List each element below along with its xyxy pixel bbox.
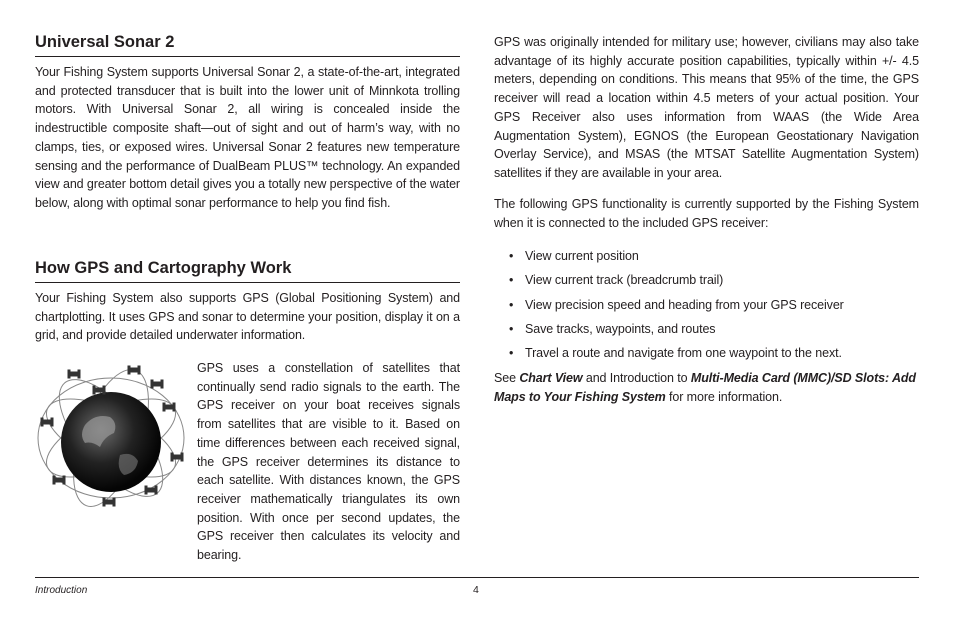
heading-rule (35, 282, 460, 283)
footer-rule (35, 577, 919, 578)
list-item-text: View current position (525, 249, 639, 263)
list-item (509, 344, 919, 368)
see-also-middle: and Introduction to (582, 371, 691, 385)
bullet-icon: • (509, 249, 514, 263)
list-item (509, 247, 919, 271)
bullet-icon: • (509, 321, 514, 336)
list-item-text: View precision speed and heading from your GPS receiver (525, 297, 844, 312)
heading-rule (35, 56, 460, 57)
bullet-icon: • (509, 346, 514, 361)
heading-gps-cartography: How GPS and Cartography Work (35, 259, 292, 277)
paragraph-gps-satellites: GPS uses a constellation of satellites that continually send radio signals to the earth. The GPS receiver on your boat receives signals from satellites that are visible to it. Based on time differences between each received signal, the GPS receiver determines its distance to each satellite. With distances known, the GPS receiver mathematically triangulates its own position. With once per second updates, the GPS receiver then calculates its velocity and bearing. (197, 361, 460, 563)
list-item (509, 296, 919, 320)
gps-satellite-globe-icon (35, 360, 187, 515)
paragraph-sonar: Your Fishing System supports Universal Sonar 2, a state-of-the-art, integrated and protected transducer that is built into the lower unit of Minnkota trolling motors. With Universal Sonar 2, all wiring is concealed inside the indestructible composite shaft—out of sight and out of harm’s way, with no clamps, ties, or exposed wires. Universal Sonar 2 features new temperature sensing and the performance of DualBeam PLUS™ technology. An expanded view and greater bottom detail gives you a totally new perspective of the water below, along with optimal sonar performance to help you find fish. (35, 65, 460, 210)
footer-section-name: Introduction (35, 585, 88, 596)
list-item-text: Save tracks, waypoints, and routes (525, 321, 716, 336)
paragraph-gps-military: GPS was originally intended for military use; however, civilians may also take advantage of its highly accurate position capabilities, typically within +/- 4.5 meters, depending on conditions. This means that 95% of the time, the GPS receiver will read a location within 4.5 meters of your actual position. Your GPS Receiver also uses information from WAAS (the Wide Area Augmentation System), EGNOS (the European Geostationary Navigation Overlay Service), and MSAS (the MTSAT Satellite Augmentation System) satellites if they are available in your area. (494, 35, 919, 180)
bullet-icon: • (509, 273, 514, 288)
paragraph-see-also (494, 369, 919, 406)
list-item-text: View current track (breadcrumb trail) (525, 273, 724, 288)
chart-view-link[interactable]: Chart View (519, 371, 583, 385)
page-number: 4 (473, 584, 479, 596)
see-also-prefix: See (494, 371, 520, 385)
heading-universal-sonar: Universal Sonar 2 (35, 33, 175, 51)
mmc-sd-slots-link[interactable]: Multi-Media Card (MMC)/SD Slots: Add Maps to Your Fishing System (494, 371, 916, 404)
paragraph-gps-functionality: The following GPS functionality is currently supported by the Fishing System when it is connected to the included GPS receiver: (494, 197, 919, 230)
list-item (509, 320, 919, 344)
gps-feature-list (509, 247, 919, 368)
list-item-text: Travel a route and navigate from one waypoint to the next. (525, 346, 842, 361)
bullet-icon: • (509, 297, 514, 312)
see-also-suffix: for more information. (665, 389, 783, 404)
list-item (509, 271, 919, 295)
paragraph-gps-intro: Your Fishing System also supports GPS (Global Positioning System) and chartplotting. It uses GPS and sonar to determine your position, display it on a grid, and provide detailed underwater information. (35, 291, 460, 343)
